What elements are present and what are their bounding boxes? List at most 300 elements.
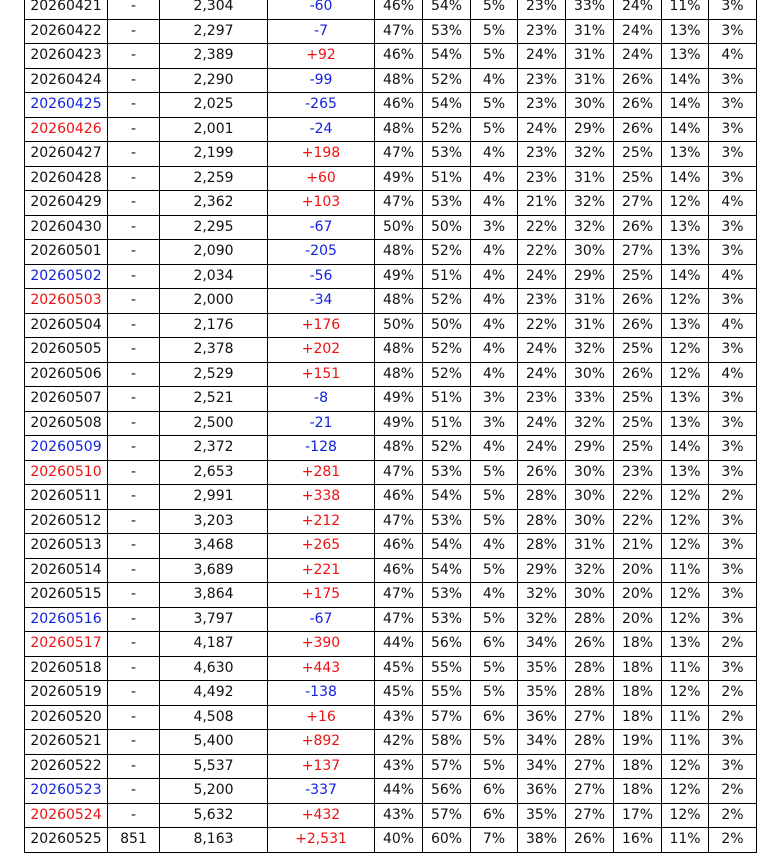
ratio-cell-2: 54% (423, 485, 471, 510)
ratio-cell-8: 4% (709, 313, 757, 338)
ratio-cell-3: 4% (471, 166, 518, 191)
ratio-cell-6: 22% (614, 509, 662, 534)
date-cell: 20260502 (25, 264, 108, 289)
ratio-cell-4: 35% (518, 656, 566, 681)
ratio-cell-5: 26% (566, 632, 614, 657)
ratio-cell-5: 27% (566, 705, 614, 730)
new-count-cell: - (108, 44, 160, 69)
ratio-cell-6: 21% (614, 534, 662, 559)
ratio-cell-1: 46% (375, 558, 423, 583)
new-count-cell: - (108, 411, 160, 436)
ratio-cell-6: 25% (614, 436, 662, 461)
ratio-cell-7: 11% (662, 705, 709, 730)
ratio-cell-4: 28% (518, 485, 566, 510)
ratio-cell-1: 49% (375, 264, 423, 289)
table-row (25, 117, 757, 142)
total-cell: 2,001 (160, 117, 268, 142)
change-cell: +175 (268, 583, 375, 608)
total-cell: 2,290 (160, 68, 268, 93)
ratio-cell-3: 7% (471, 828, 518, 853)
ratio-cell-4: 23% (518, 289, 566, 314)
change-cell: -128 (268, 436, 375, 461)
ratio-cell-5: 29% (566, 264, 614, 289)
ratio-cell-7: 13% (662, 44, 709, 69)
ratio-cell-3: 3% (471, 387, 518, 412)
ratio-cell-7: 12% (662, 803, 709, 828)
ratio-cell-4: 29% (518, 558, 566, 583)
date-cell: 20260521 (25, 730, 108, 755)
ratio-cell-2: 57% (423, 705, 471, 730)
ratio-cell-8: 3% (709, 19, 757, 44)
ratio-cell-3: 5% (471, 19, 518, 44)
ratio-cell-1: 46% (375, 44, 423, 69)
change-cell: +443 (268, 656, 375, 681)
ratio-cell-2: 54% (423, 558, 471, 583)
ratio-cell-7: 13% (662, 313, 709, 338)
date-cell: 20260501 (25, 240, 108, 265)
total-cell: 2,529 (160, 362, 268, 387)
ratio-cell-7: 11% (662, 558, 709, 583)
ratio-cell-5: 31% (566, 166, 614, 191)
ratio-cell-3: 5% (471, 558, 518, 583)
new-count-cell: - (108, 509, 160, 534)
table-row (25, 289, 757, 314)
ratio-cell-8: 2% (709, 485, 757, 510)
ratio-cell-4: 36% (518, 779, 566, 804)
date-cell: 20260512 (25, 509, 108, 534)
total-cell: 5,632 (160, 803, 268, 828)
total-cell: 4,492 (160, 681, 268, 706)
new-count-cell: - (108, 289, 160, 314)
ratio-cell-4: 22% (518, 215, 566, 240)
ratio-cell-2: 51% (423, 387, 471, 412)
ratio-cell-8: 3% (709, 534, 757, 559)
change-cell: +281 (268, 460, 375, 485)
change-cell: +892 (268, 730, 375, 755)
ratio-cell-2: 51% (423, 166, 471, 191)
ratio-cell-4: 23% (518, 166, 566, 191)
ratio-cell-1: 50% (375, 215, 423, 240)
table-row (25, 44, 757, 69)
ratio-cell-8: 2% (709, 779, 757, 804)
ratio-cell-8: 3% (709, 558, 757, 583)
ratio-cell-4: 24% (518, 117, 566, 142)
date-cell: 20260422 (25, 19, 108, 44)
new-count-cell: - (108, 387, 160, 412)
ratio-cell-6: 23% (614, 460, 662, 485)
new-count-cell: - (108, 779, 160, 804)
change-cell: -67 (268, 607, 375, 632)
table-row (25, 632, 757, 657)
change-cell: -138 (268, 681, 375, 706)
date-cell: 20260513 (25, 534, 108, 559)
ratio-cell-5: 31% (566, 44, 614, 69)
ratio-cell-7: 12% (662, 338, 709, 363)
new-count-cell: - (108, 215, 160, 240)
table-row (25, 240, 757, 265)
change-cell: +202 (268, 338, 375, 363)
ratio-cell-5: 30% (566, 240, 614, 265)
ratio-cell-5: 32% (566, 215, 614, 240)
table-row (25, 754, 757, 779)
ratio-cell-1: 48% (375, 68, 423, 93)
ratio-cell-6: 27% (614, 240, 662, 265)
table-row (25, 558, 757, 583)
ratio-cell-5: 30% (566, 509, 614, 534)
date-cell: 20260504 (25, 313, 108, 338)
change-cell: +92 (268, 44, 375, 69)
ratio-cell-2: 56% (423, 632, 471, 657)
date-cell: 20260421 (25, 0, 108, 19)
total-cell: 2,521 (160, 387, 268, 412)
ratio-cell-1: 46% (375, 0, 423, 19)
ratio-cell-5: 32% (566, 558, 614, 583)
ratio-cell-7: 12% (662, 534, 709, 559)
ratio-cell-7: 13% (662, 411, 709, 436)
table-row (25, 583, 757, 608)
ratio-cell-6: 17% (614, 803, 662, 828)
table-row (25, 705, 757, 730)
total-cell: 2,176 (160, 313, 268, 338)
ratio-cell-6: 25% (614, 338, 662, 363)
date-cell: 20260525 (25, 828, 108, 853)
table-row (25, 656, 757, 681)
change-cell: -7 (268, 19, 375, 44)
date-cell: 20260429 (25, 191, 108, 216)
ratio-cell-5: 28% (566, 656, 614, 681)
ratio-cell-8: 3% (709, 411, 757, 436)
change-cell: +338 (268, 485, 375, 510)
ratio-cell-4: 23% (518, 142, 566, 167)
change-cell: +60 (268, 166, 375, 191)
ratio-cell-8: 4% (709, 264, 757, 289)
total-cell: 2,378 (160, 338, 268, 363)
ratio-cell-1: 49% (375, 387, 423, 412)
new-count-cell: - (108, 313, 160, 338)
total-cell: 5,400 (160, 730, 268, 755)
change-cell: +16 (268, 705, 375, 730)
ratio-cell-8: 3% (709, 607, 757, 632)
date-cell: 20260509 (25, 436, 108, 461)
new-count-cell: - (108, 803, 160, 828)
change-cell: -56 (268, 264, 375, 289)
ratio-cell-2: 53% (423, 509, 471, 534)
ratio-cell-3: 5% (471, 93, 518, 118)
change-cell: -21 (268, 411, 375, 436)
ratio-cell-5: 30% (566, 460, 614, 485)
ratio-cell-1: 47% (375, 509, 423, 534)
total-cell: 3,689 (160, 558, 268, 583)
ratio-cell-7: 13% (662, 240, 709, 265)
ratio-cell-8: 3% (709, 166, 757, 191)
table-row (25, 166, 757, 191)
ratio-cell-8: 2% (709, 681, 757, 706)
ratio-cell-8: 3% (709, 338, 757, 363)
ratio-cell-4: 22% (518, 313, 566, 338)
ratio-cell-7: 12% (662, 509, 709, 534)
ratio-cell-3: 5% (471, 117, 518, 142)
ratio-cell-3: 5% (471, 754, 518, 779)
ratio-cell-1: 42% (375, 730, 423, 755)
total-cell: 2,304 (160, 0, 268, 19)
ratio-cell-5: 26% (566, 828, 614, 853)
ratio-cell-6: 24% (614, 44, 662, 69)
new-count-cell: - (108, 19, 160, 44)
ratio-cell-3: 4% (471, 362, 518, 387)
ratio-cell-2: 57% (423, 754, 471, 779)
ratio-cell-2: 53% (423, 607, 471, 632)
new-count-cell: - (108, 240, 160, 265)
ratio-cell-4: 24% (518, 264, 566, 289)
table-row (25, 19, 757, 44)
date-cell: 20260516 (25, 607, 108, 632)
ratio-cell-8: 3% (709, 509, 757, 534)
ratio-cell-4: 23% (518, 93, 566, 118)
new-count-cell: - (108, 656, 160, 681)
ratio-cell-2: 53% (423, 583, 471, 608)
ratio-cell-1: 46% (375, 534, 423, 559)
ratio-cell-6: 20% (614, 558, 662, 583)
new-count-cell: - (108, 68, 160, 93)
table-row (25, 828, 757, 853)
change-cell: -60 (268, 0, 375, 19)
ratio-cell-8: 3% (709, 387, 757, 412)
ratio-cell-6: 18% (614, 656, 662, 681)
table-row (25, 485, 757, 510)
new-count-cell: - (108, 534, 160, 559)
total-cell: 2,991 (160, 485, 268, 510)
new-count-cell: - (108, 460, 160, 485)
table-row (25, 803, 757, 828)
new-count-cell: - (108, 166, 160, 191)
ratio-cell-5: 31% (566, 313, 614, 338)
total-cell: 2,500 (160, 411, 268, 436)
ratio-cell-5: 32% (566, 191, 614, 216)
date-cell: 20260426 (25, 117, 108, 142)
ratio-cell-6: 22% (614, 485, 662, 510)
ratio-cell-4: 34% (518, 632, 566, 657)
change-cell: +198 (268, 142, 375, 167)
ratio-cell-7: 12% (662, 607, 709, 632)
date-cell: 20260506 (25, 362, 108, 387)
table-row (25, 264, 757, 289)
table-row (25, 362, 757, 387)
ratio-cell-4: 34% (518, 730, 566, 755)
ratio-cell-1: 48% (375, 362, 423, 387)
table-row (25, 509, 757, 534)
table-row (25, 68, 757, 93)
date-cell: 20260524 (25, 803, 108, 828)
ratio-cell-7: 11% (662, 828, 709, 853)
ratio-cell-4: 35% (518, 803, 566, 828)
ratio-cell-1: 45% (375, 681, 423, 706)
ratio-cell-1: 44% (375, 779, 423, 804)
ratio-cell-6: 26% (614, 68, 662, 93)
ratio-cell-6: 25% (614, 387, 662, 412)
table-row (25, 779, 757, 804)
table-row (25, 411, 757, 436)
stats-table-container (24, 0, 757, 853)
ratio-cell-4: 35% (518, 681, 566, 706)
date-cell: 20260517 (25, 632, 108, 657)
new-count-cell: 851 (108, 828, 160, 853)
total-cell: 2,034 (160, 264, 268, 289)
ratio-cell-8: 4% (709, 362, 757, 387)
ratio-cell-5: 31% (566, 19, 614, 44)
table-row (25, 436, 757, 461)
table-row (25, 215, 757, 240)
ratio-cell-1: 48% (375, 240, 423, 265)
ratio-cell-8: 3% (709, 68, 757, 93)
ratio-cell-3: 4% (471, 289, 518, 314)
date-cell: 20260523 (25, 779, 108, 804)
ratio-cell-7: 13% (662, 142, 709, 167)
ratio-cell-6: 24% (614, 19, 662, 44)
change-cell: +137 (268, 754, 375, 779)
total-cell: 2,297 (160, 19, 268, 44)
ratio-cell-5: 28% (566, 607, 614, 632)
date-cell: 20260511 (25, 485, 108, 510)
change-cell: +212 (268, 509, 375, 534)
ratio-cell-8: 3% (709, 117, 757, 142)
ratio-cell-4: 23% (518, 0, 566, 19)
ratio-cell-5: 29% (566, 117, 614, 142)
total-cell: 3,864 (160, 583, 268, 608)
ratio-cell-1: 47% (375, 142, 423, 167)
ratio-cell-6: 20% (614, 607, 662, 632)
ratio-cell-2: 53% (423, 19, 471, 44)
ratio-cell-8: 3% (709, 436, 757, 461)
ratio-cell-1: 45% (375, 656, 423, 681)
ratio-cell-7: 14% (662, 436, 709, 461)
ratio-cell-4: 38% (518, 828, 566, 853)
ratio-cell-1: 48% (375, 338, 423, 363)
change-cell: -8 (268, 387, 375, 412)
ratio-cell-1: 48% (375, 289, 423, 314)
ratio-cell-1: 49% (375, 166, 423, 191)
ratio-cell-5: 30% (566, 93, 614, 118)
ratio-cell-8: 2% (709, 828, 757, 853)
date-cell: 20260507 (25, 387, 108, 412)
ratio-cell-2: 54% (423, 534, 471, 559)
new-count-cell: - (108, 0, 160, 19)
ratio-cell-6: 26% (614, 313, 662, 338)
ratio-cell-2: 54% (423, 93, 471, 118)
new-count-cell: - (108, 362, 160, 387)
ratio-cell-1: 48% (375, 117, 423, 142)
ratio-cell-7: 14% (662, 166, 709, 191)
total-cell: 3,797 (160, 607, 268, 632)
ratio-cell-2: 52% (423, 436, 471, 461)
ratio-cell-5: 31% (566, 534, 614, 559)
ratio-cell-5: 30% (566, 362, 614, 387)
ratio-cell-7: 12% (662, 485, 709, 510)
ratio-cell-1: 46% (375, 93, 423, 118)
new-count-cell: - (108, 485, 160, 510)
table-row (25, 460, 757, 485)
ratio-cell-1: 44% (375, 632, 423, 657)
ratio-cell-6: 18% (614, 754, 662, 779)
ratio-cell-1: 49% (375, 411, 423, 436)
ratio-cell-4: 21% (518, 191, 566, 216)
ratio-cell-5: 30% (566, 583, 614, 608)
ratio-cell-4: 32% (518, 583, 566, 608)
new-count-cell: - (108, 681, 160, 706)
ratio-cell-7: 13% (662, 387, 709, 412)
change-cell: -24 (268, 117, 375, 142)
ratio-cell-7: 14% (662, 93, 709, 118)
new-count-cell: - (108, 754, 160, 779)
table-row (25, 0, 757, 19)
ratio-cell-7: 14% (662, 68, 709, 93)
ratio-cell-6: 24% (614, 0, 662, 19)
ratio-cell-6: 18% (614, 705, 662, 730)
change-cell: +103 (268, 191, 375, 216)
ratio-cell-6: 18% (614, 779, 662, 804)
ratio-cell-1: 47% (375, 460, 423, 485)
ratio-cell-2: 52% (423, 289, 471, 314)
ratio-cell-6: 26% (614, 93, 662, 118)
new-count-cell: - (108, 142, 160, 167)
change-cell: +221 (268, 558, 375, 583)
total-cell: 4,187 (160, 632, 268, 657)
ratio-cell-7: 12% (662, 681, 709, 706)
total-cell: 3,203 (160, 509, 268, 534)
date-cell: 20260522 (25, 754, 108, 779)
ratio-cell-7: 14% (662, 264, 709, 289)
ratio-cell-4: 22% (518, 240, 566, 265)
table-row (25, 681, 757, 706)
ratio-cell-8: 2% (709, 632, 757, 657)
ratio-cell-3: 4% (471, 142, 518, 167)
ratio-cell-4: 28% (518, 509, 566, 534)
new-count-cell: - (108, 583, 160, 608)
ratio-cell-8: 3% (709, 142, 757, 167)
new-count-cell: - (108, 607, 160, 632)
ratio-cell-1: 46% (375, 485, 423, 510)
total-cell: 2,090 (160, 240, 268, 265)
ratio-cell-3: 3% (471, 411, 518, 436)
ratio-cell-2: 55% (423, 681, 471, 706)
ratio-cell-7: 13% (662, 632, 709, 657)
ratio-cell-3: 5% (471, 656, 518, 681)
total-cell: 2,259 (160, 166, 268, 191)
ratio-cell-1: 48% (375, 436, 423, 461)
change-cell: +265 (268, 534, 375, 559)
ratio-cell-8: 2% (709, 705, 757, 730)
ratio-cell-1: 47% (375, 607, 423, 632)
ratio-cell-3: 3% (471, 215, 518, 240)
ratio-cell-7: 14% (662, 117, 709, 142)
date-cell: 20260427 (25, 142, 108, 167)
ratio-cell-3: 5% (471, 485, 518, 510)
ratio-cell-2: 51% (423, 411, 471, 436)
total-cell: 3,468 (160, 534, 268, 559)
ratio-cell-4: 34% (518, 754, 566, 779)
ratio-cell-8: 3% (709, 240, 757, 265)
ratio-cell-6: 19% (614, 730, 662, 755)
ratio-cell-4: 24% (518, 436, 566, 461)
new-count-cell: - (108, 558, 160, 583)
date-cell: 20260520 (25, 705, 108, 730)
ratio-cell-8: 4% (709, 191, 757, 216)
ratio-cell-7: 13% (662, 460, 709, 485)
ratio-cell-8: 3% (709, 754, 757, 779)
change-cell: -265 (268, 93, 375, 118)
ratio-cell-5: 31% (566, 289, 614, 314)
ratio-cell-7: 11% (662, 0, 709, 19)
ratio-cell-1: 40% (375, 828, 423, 853)
